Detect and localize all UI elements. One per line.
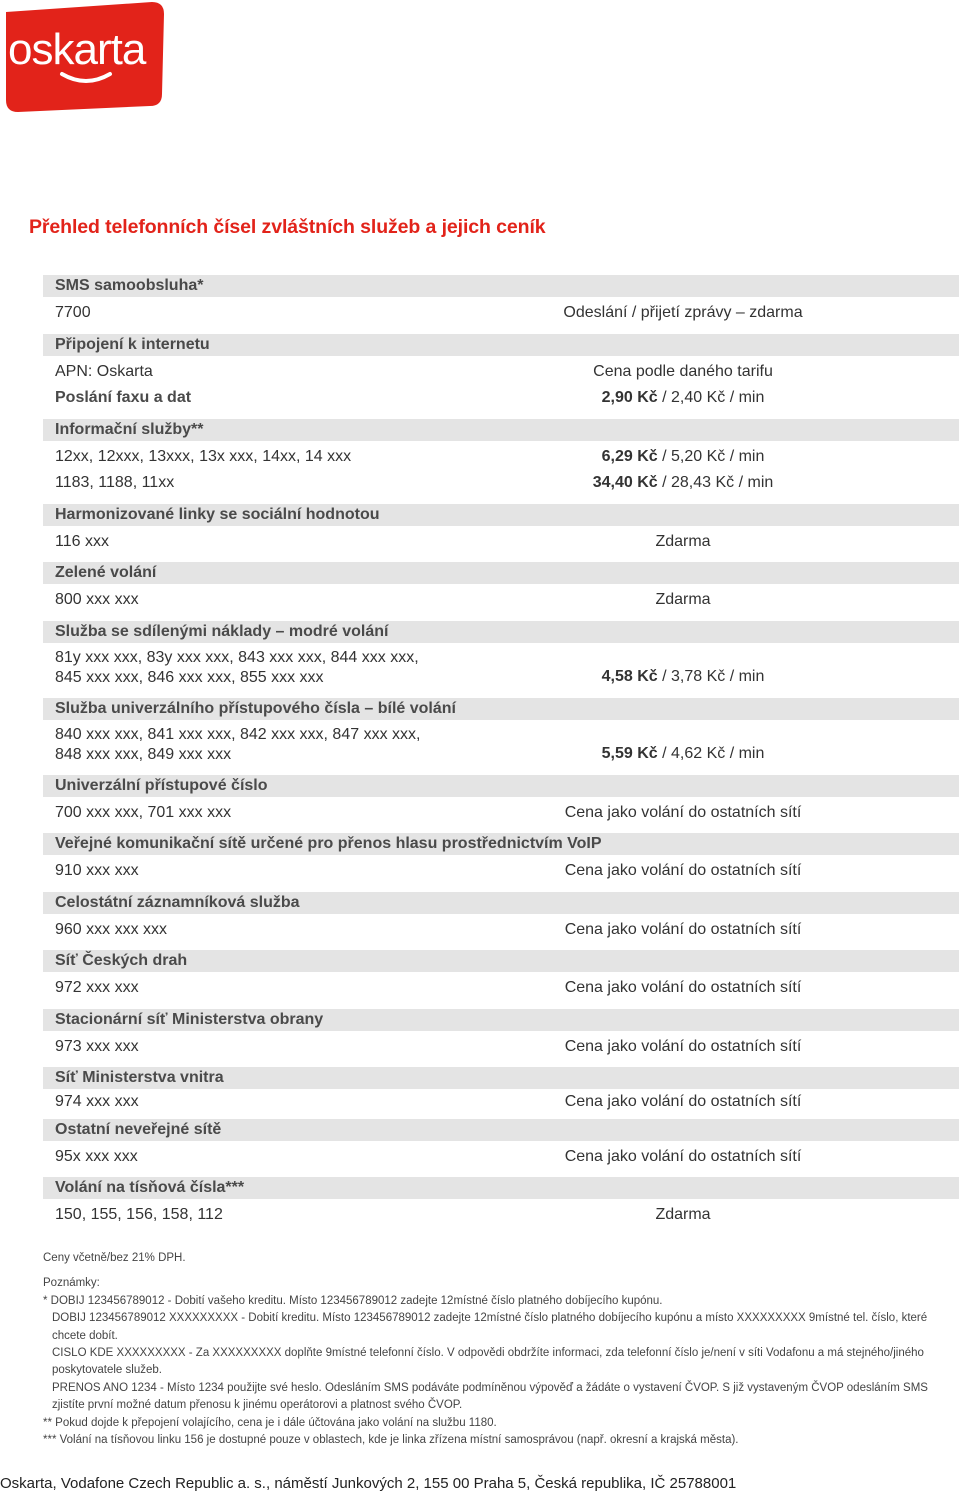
number-line: 81y xxx xxx, 83y xxx xxx, 843 xxx xxx, 844 xxx xxx, — [55, 648, 419, 666]
number-line: 845 xxx xxx, 846 xxx xxx, 855 xxx xxx — [55, 668, 324, 686]
note-line: *** Volání na tísňovou linku 156 je dostupné pouze v oblastech, kde je linka zřízena místní samosprávou (např. okresní a krajská města). — [43, 1434, 739, 1447]
section-heading: Připojení k internetu — [43, 334, 959, 356]
table-row — [43, 444, 959, 471]
section-internet — [43, 334, 959, 412]
section-heading: Síť Českých drah — [43, 950, 959, 972]
number-range: 960 xxx xxx xxx — [55, 920, 168, 938]
number-range: 1183, 1188, 11xx — [55, 474, 175, 491]
price: Zdarma — [655, 1206, 711, 1223]
table-row — [43, 529, 959, 556]
price: Cena podle daného tarifu — [593, 362, 773, 380]
section-heading: Harmonizované linky se sociální hodnotou — [43, 504, 959, 526]
number-range: 12xx, 12xxx, 13xxx, 13x xxx, 14xx, 14 xxx — [55, 447, 352, 465]
section-heading: Univerzální přístupové číslo — [43, 775, 959, 797]
price-bold: 4,58 Kč — [601, 668, 658, 685]
svg-text:oskarta: oskarta — [8, 25, 146, 74]
table-row — [43, 1202, 959, 1229]
price — [602, 444, 765, 471]
table-row — [43, 359, 959, 386]
note-line: CISLO KDE XXXXXXXXX - Za XXXXXXXXX doplňte 9místné telefonní číslo. V odpovědi obdržíte informaci, zda telefonní číslo je/není v síti Vodafonu a má stejného/jiného poskytovatele služeb. — [52, 1347, 924, 1377]
price: Cena jako volání do ostatních sítí — [564, 920, 802, 938]
price-bold: 34,40 Kč — [592, 474, 658, 491]
note-line: ** Pokud dojde k přepojení volajícího, cena je i dále účtována jako volání na službu 1180. — [43, 1416, 497, 1429]
price-table — [43, 275, 959, 1236]
number-range: 7700 — [55, 304, 91, 321]
section-heading: Stacionární síť Ministerstva obrany — [43, 1009, 959, 1031]
section-harmonized — [43, 504, 959, 556]
notes-label: Poznámky: — [43, 1277, 100, 1290]
table-row — [43, 646, 959, 691]
section-heading: Informační služby** — [43, 419, 959, 441]
price-rest: / 3,78 Kč / min — [657, 668, 765, 685]
price: Cena jako volání do ostatních sítí — [564, 803, 802, 821]
table-row — [43, 587, 959, 614]
page-title: Přehled telefonních čísel zvláštních služeb a jejich ceník — [29, 216, 546, 238]
table-row — [43, 1089, 959, 1116]
price-bold: 2,90 Kč — [601, 389, 658, 406]
section-emergency — [43, 1177, 959, 1229]
section-other-private — [43, 1119, 959, 1171]
section-heading: Volání na tísňová čísla*** — [43, 1177, 959, 1199]
price-bold: 6,29 Kč — [601, 447, 658, 465]
number-line: 848 xxx xxx, 849 xxx xxx — [55, 745, 232, 763]
note-line: DOBIJ 123456789012 XXXXXXXXX - Dobití kreditu. Místo 123456789012 zadejte 12místné číslo platného dobíjecího kupónu a místo XXXXXXXXX 9místné tel. číslo, které chcete dobít. — [52, 1312, 928, 1342]
price: Cena jako volání do ostatních sítí — [564, 862, 802, 879]
section-sms-selfservice — [43, 275, 959, 327]
price: Zdarma — [655, 591, 711, 608]
section-heading: Služba se sdílenými náklady – modré volání — [43, 621, 959, 643]
price: Odeslání / přijetí zprávy – zdarma — [563, 304, 803, 321]
oskarta-logo — [2, 2, 164, 112]
section-interior-network — [43, 1067, 959, 1116]
section-voicemail — [43, 892, 959, 944]
section-info-services — [43, 419, 959, 497]
fax-data-heading: Poslání faxu a dat — [55, 389, 192, 406]
section-voip — [43, 833, 959, 885]
notes — [43, 1250, 948, 1449]
note-line: * DOBIJ 123456789012 - Dobití vašeho kreditu. Místo 123456789012 zadejte 12místné číslo platného dobíjecího kupónu. — [43, 1294, 663, 1307]
number-range: 800 xxx xxx — [55, 591, 139, 608]
table-row — [43, 1034, 959, 1061]
table-row — [43, 723, 959, 768]
section-heading: Síť Ministerstva vnitra — [43, 1067, 959, 1089]
table-row — [43, 917, 959, 944]
price-rest: / 28,43 Kč / min — [657, 474, 774, 491]
section-green-call — [43, 562, 959, 614]
vat-note: Ceny včetně/bez 21% DPH. — [43, 1252, 186, 1264]
number-line: 840 xxx xxx, 841 xxx xxx, 842 xxx xxx, 847 xxx xxx, — [55, 725, 421, 743]
footer-company-info: Oskarta, Vodafone Czech Republic a. s., náměstí Junkových 2, 155 00 Praha 5, Česká republika, IČ 25788001 — [0, 1475, 737, 1492]
section-heading: Služba univerzálního přístupového čísla – bílé volání — [43, 698, 959, 720]
number-range: 700 xxx xxx, 701 xxx xxx — [55, 803, 232, 821]
table-row — [43, 1144, 959, 1171]
price: Cena jako volání do ostatních sítí — [564, 1147, 802, 1165]
price — [602, 385, 765, 412]
table-row — [43, 975, 959, 1002]
section-heading: Veřejné komunikační sítě určené pro přenos hlasu prostřednictvím VoIP — [43, 833, 959, 855]
table-row — [43, 300, 959, 327]
price: Cena jako volání do ostatních sítí — [564, 979, 802, 996]
price-rest: / 2,40 Kč / min — [657, 389, 765, 406]
number-range: 95x xxx xxx — [55, 1147, 138, 1165]
number-range: APN: Oskarta — [55, 362, 153, 380]
note-line: PRENOS ANO 1234 - Místo 1234 použijte své heslo. Odesláním SMS podáváte podmíněnou výpověď a žádáte o vystavení ČVOP. S již vystaveným ČVOP odesláním SMS zjistíte první možné datum přenosu k jinému operátorovi a platnost svého ČVOP. — [52, 1381, 928, 1412]
section-heading: Celostátní záznamníková služba — [43, 892, 959, 914]
section-heading: Ostatní neveřejné sítě — [43, 1119, 959, 1141]
section-shared-cost — [43, 621, 959, 691]
price — [593, 470, 774, 497]
number-range: 974 xxx xxx — [55, 1093, 139, 1110]
table-row — [43, 858, 959, 885]
number-range: 116 xxx — [55, 532, 109, 550]
section-heading: SMS samoobsluha* — [43, 275, 959, 297]
table-row — [43, 385, 959, 412]
price: Zdarma — [655, 532, 711, 550]
number-range: 150, 155, 156, 158, 112 — [55, 1206, 223, 1223]
price — [602, 664, 765, 691]
number-range: 910 xxx xxx — [55, 862, 139, 879]
table-row — [43, 800, 959, 827]
section-heading: Zelené volání — [43, 562, 959, 584]
table-row — [43, 470, 959, 497]
section-czech-railways — [43, 950, 959, 1002]
price-rest: / 4,62 Kč / min — [657, 745, 765, 762]
section-defense-network — [43, 1009, 959, 1061]
price: Cena jako volání do ostatních sítí — [564, 1037, 802, 1055]
price-rest: / 5,20 Kč / min — [657, 447, 765, 465]
number-range: 973 xxx xxx — [55, 1037, 139, 1055]
section-universal-access-white — [43, 698, 959, 768]
section-universal-access — [43, 775, 959, 827]
number-range: 972 xxx xxx — [55, 979, 139, 996]
price — [602, 741, 765, 768]
price-bold: 5,59 Kč — [601, 745, 658, 762]
number-range — [55, 646, 959, 691]
number-range — [55, 723, 959, 768]
price: Cena jako volání do ostatních sítí — [564, 1093, 802, 1110]
